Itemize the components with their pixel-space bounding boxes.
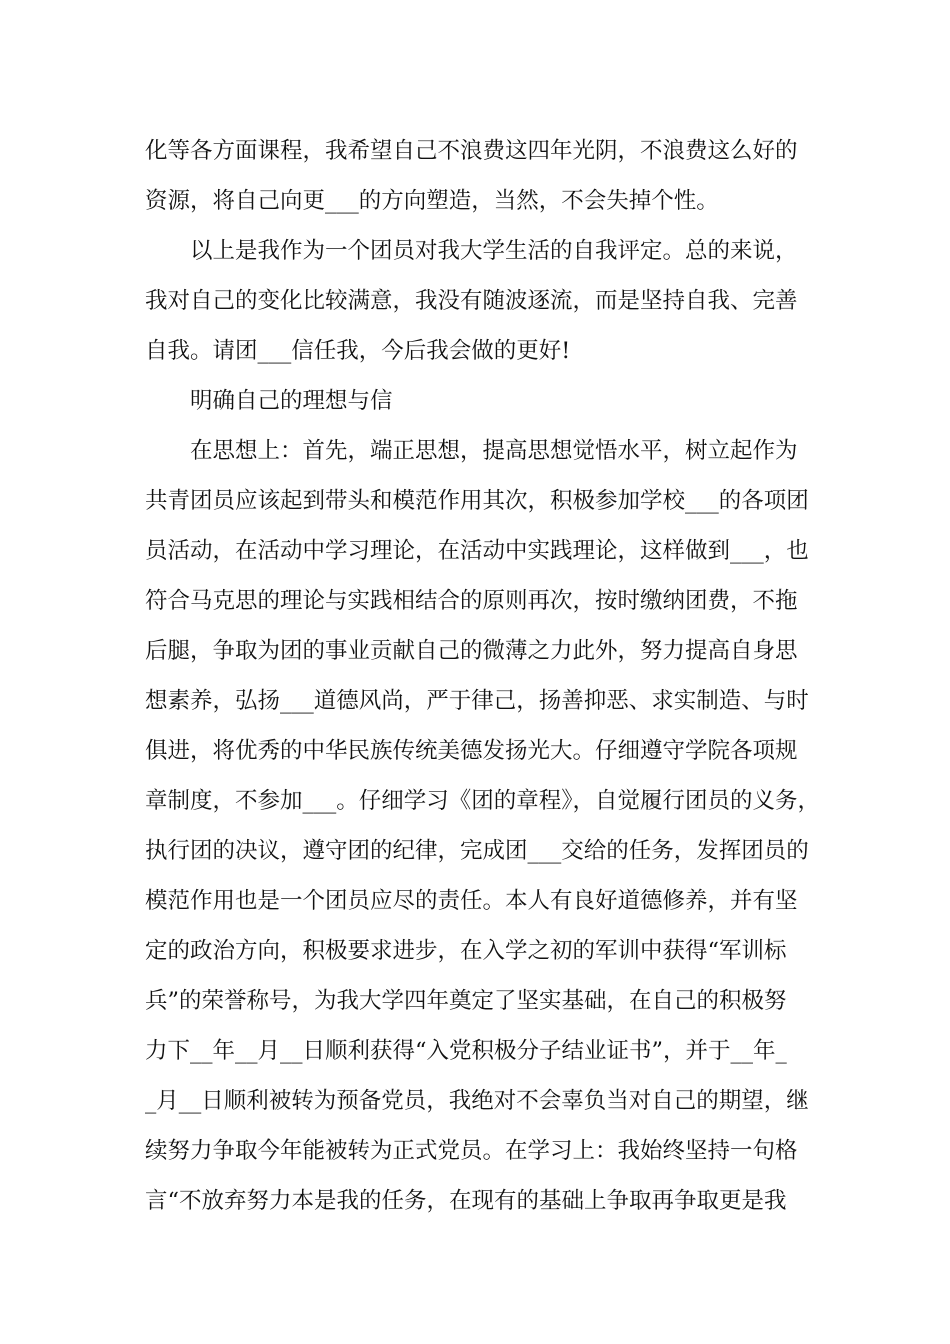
text-line: 自我。请团___信任我，今后我会做的更好! (145, 338, 571, 364)
text-line: 执行团的决议，遵守团的纪律，完成团___交给的任务，发挥团员的 (145, 838, 809, 864)
text-line: 续努力争取今年能被转为正式党员。在学习上：我始终坚持一句格 (145, 1138, 798, 1164)
text-line: 符合马克思的理论与实践相结合的原则再次，按时缴纳团费，不拖 (145, 588, 798, 614)
paragraph-first-line: 以上是我作为一个团员对我大学生活的自我评定。总的来说， (190, 238, 798, 264)
paragraph-first-line: 在思想上：首先，端正思想，提高思想觉悟水平，树立起作为 (190, 438, 798, 464)
text-line: 俱进，将优秀的中华民族传统美德发扬光大。仔细遵守学院各项规 (145, 738, 798, 764)
text-line: _月__日顺利被转为预备党员，我绝对不会辜负当对自己的期望，继 (145, 1088, 809, 1114)
text-line: 化等各方面课程，我希望自己不浪费这四年光阴，不浪费这么好的 (145, 138, 798, 164)
text-line: 定的政治方向，积极要求进步，在入学之初的军训中获得“军训标 (145, 938, 787, 964)
text-line: 想素养，弘扬___道德风尚，严于律己，扬善抑恶、求实制造、与时 (145, 688, 809, 714)
text-line: 后腿，争取为团的事业贡献自己的微薄之力此外，努力提高自身思 (145, 638, 798, 664)
text-line: 资源，将自己向更___的方向塑造，当然，不会失掉个性。 (145, 188, 719, 214)
text-line: 我对自己的变化比较满意，我没有随波逐流，而是坚持自我、完善 (145, 288, 798, 314)
text-line: 共青团员应该起到带头和模范作用其次，积极参加学校___的各项团 (145, 488, 809, 514)
text-line: 员活动，在活动中学习理论，在活动中实践理论，这样做到___，也 (145, 538, 809, 564)
text-line: 力下__年__月__日顺利获得“入党积极分子结业证书”，并于__年_ (145, 1038, 787, 1064)
text-line: 章制度，不参加___。仔细学习《团的章程》，自觉履行团员的义务， (145, 788, 821, 814)
text-line: 言“不放弃努力本是我的任务，在现有的基础上争取再争取更是我 (145, 1188, 787, 1214)
section-heading: 明确自己的理想与信 (190, 388, 393, 414)
text-line: 模范作用也是一个团员应尽的责任。本人有良好道德修养，并有坚 (145, 888, 798, 914)
text-line: 兵”的荣誉称号，为我大学四年奠定了坚实基础，在自己的积极努 (145, 988, 787, 1014)
